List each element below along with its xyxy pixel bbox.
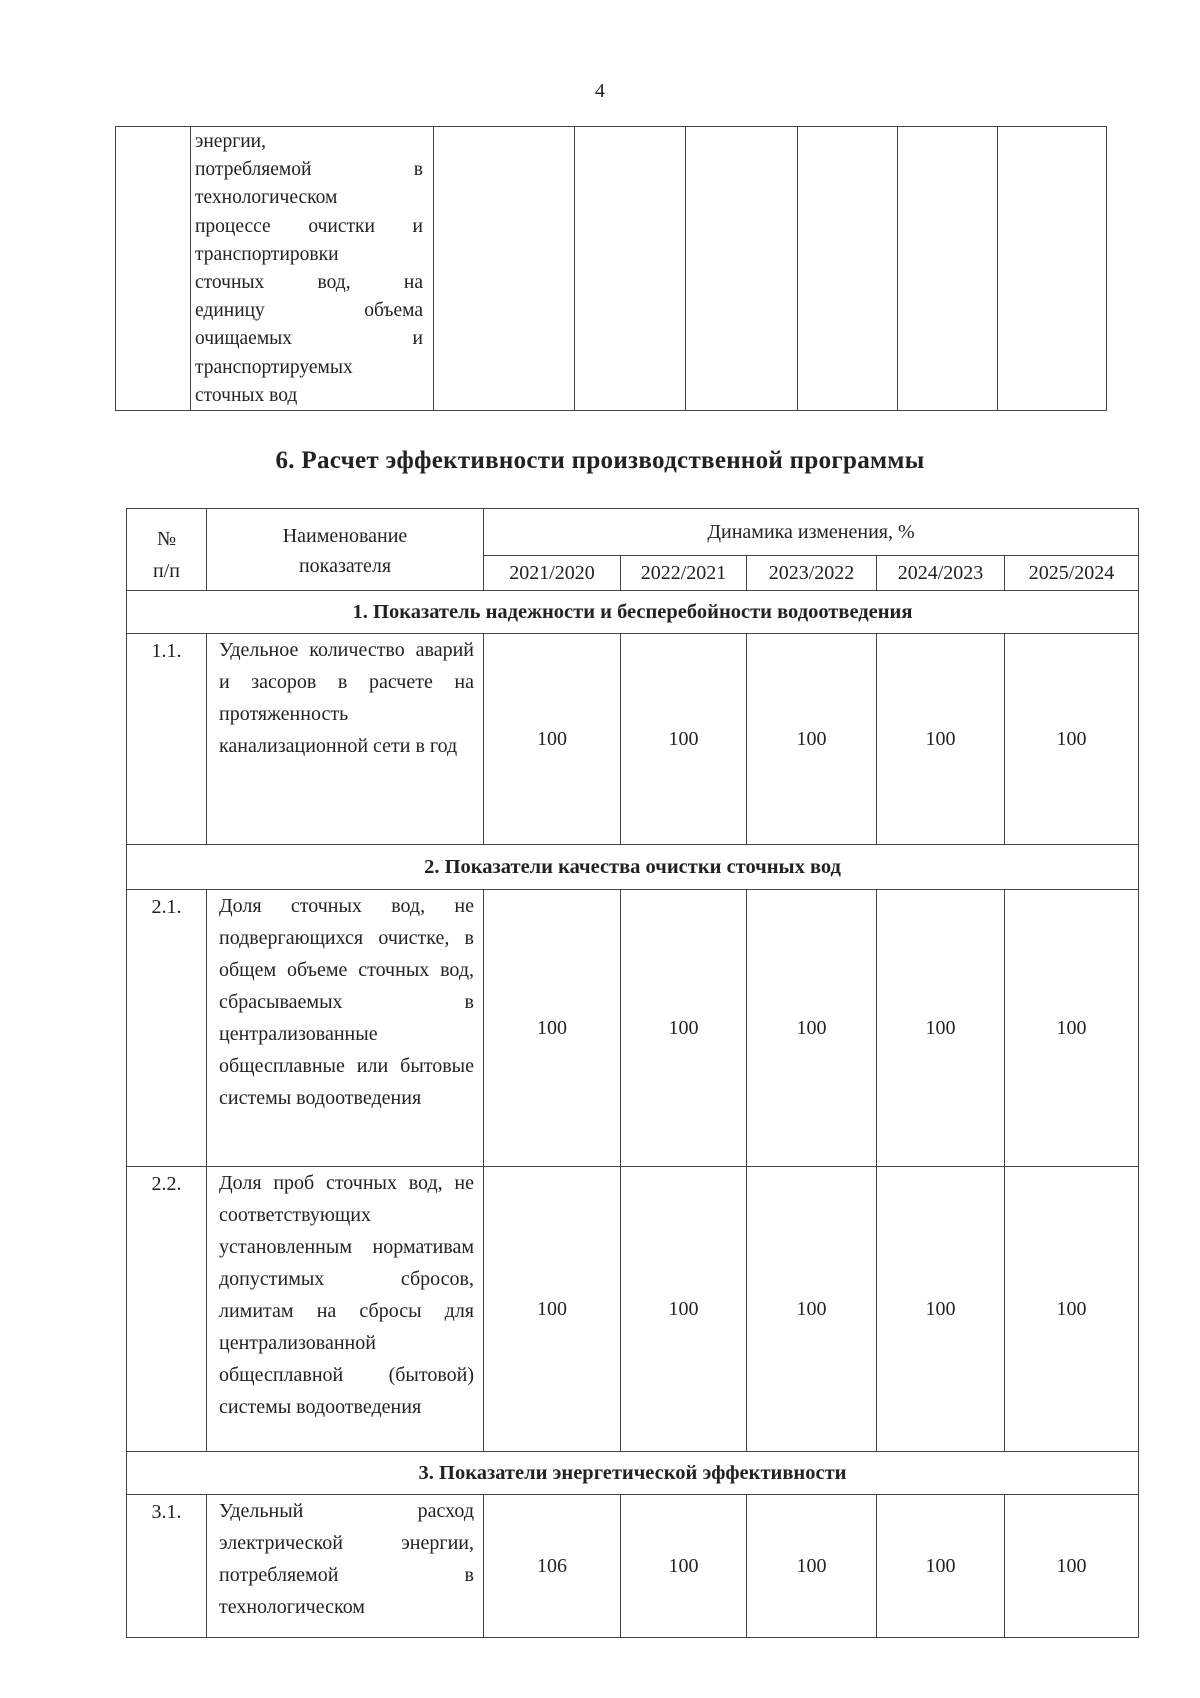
value-cell: 100 — [877, 1167, 1005, 1452]
row-number: 3.1. — [127, 1495, 207, 1638]
section-title: 6. Расчет эффективности производственной программы — [275, 447, 925, 474]
header-name-line: показателя — [298, 555, 392, 577]
efficiency-table — [126, 508, 1139, 1638]
header-name-line: Наименование — [282, 525, 408, 547]
header-number — [127, 509, 207, 591]
text-line: процессе очистки и — [195, 215, 423, 237]
value-cell: 106 — [484, 1495, 621, 1638]
table-cell — [686, 127, 798, 411]
table-cell — [898, 127, 998, 411]
text-line: сточных вод — [195, 384, 298, 406]
section-row — [127, 845, 1139, 890]
header-number-line: п/п — [153, 560, 180, 582]
table-row — [127, 1495, 1139, 1638]
table-row — [127, 634, 1139, 845]
section-row — [127, 591, 1139, 634]
value-cell: 100 — [1005, 890, 1139, 1167]
header-dynamics: Динамика изменения, % — [484, 509, 1139, 556]
table-row — [116, 127, 1107, 411]
row-number: 1.1. — [127, 634, 207, 845]
text-line: технологическом — [195, 187, 338, 209]
value-cell: 100 — [1005, 1167, 1139, 1452]
text-line: транспортируемых — [195, 356, 353, 378]
value-cell: 100 — [484, 1167, 621, 1452]
section-heading: 3. Показатели энергетической эффективности — [127, 1452, 1139, 1495]
text-line: сточных вод, на — [195, 272, 423, 294]
header-row — [127, 509, 1139, 556]
text-line: энергии, — [195, 131, 266, 152]
section-row — [127, 1452, 1139, 1495]
value-cell: 100 — [877, 634, 1005, 845]
header-year: 2023/2022 — [747, 556, 877, 591]
value-cell: 100 — [621, 634, 747, 845]
header-number-line: № — [156, 528, 177, 550]
header-year: 2022/2021 — [621, 556, 747, 591]
table-cell — [575, 127, 686, 411]
value-cell: 100 — [484, 890, 621, 1167]
text-line: единицу объема — [195, 300, 423, 322]
value-cell: 100 — [747, 634, 877, 845]
row-number: 2.1. — [127, 890, 207, 1167]
value-cell: 100 — [747, 1167, 877, 1452]
value-cell: 100 — [747, 1495, 877, 1638]
row-number: 2.2. — [127, 1167, 207, 1452]
header-year: 2024/2023 — [877, 556, 1005, 591]
value-cell: 100 — [747, 890, 877, 1167]
value-cell: 100 — [621, 1167, 747, 1452]
value-cell: 100 — [877, 890, 1005, 1167]
indicator-name: Доля сточных вод, не подвергающихся очистке, в общем объеме сточных вод, сбрасываемых в централизованные общесплавные или бытовые системы водоотведения — [207, 890, 484, 1167]
text-line: транспортировки — [195, 243, 339, 265]
value-cell: 100 — [1005, 634, 1139, 845]
text-line: потребляемой в — [195, 159, 423, 181]
table-cell — [798, 127, 898, 411]
indicator-name: Доля проб сточных вод, не соответствующих установленным нормативам допустимых сбросов, лимитам на сбросы для централизованной общесплавной (бытовой) системы водоотведения — [207, 1167, 484, 1452]
table-row — [127, 890, 1139, 1167]
page-number: 4 — [595, 80, 605, 102]
indicator-name-cell — [191, 127, 434, 411]
value-cell: 100 — [1005, 1495, 1139, 1638]
text-line: очищаемых и — [195, 328, 423, 350]
value-cell: 100 — [621, 1495, 747, 1638]
value-cell: 100 — [621, 890, 747, 1167]
indicator-name: Удельное количество аварий и засоров в расчете на протяженность канализационной сети в год — [207, 634, 484, 845]
header-indicator-name — [207, 509, 484, 591]
table-cell — [434, 127, 575, 411]
indicator-name: Удельный расход электрической энергии, потребляемой в технологическом — [207, 1495, 484, 1638]
value-cell: 100 — [484, 634, 621, 845]
value-cell: 100 — [877, 1495, 1005, 1638]
header-year: 2021/2020 — [484, 556, 621, 591]
header-year: 2025/2024 — [1005, 556, 1139, 591]
continued-table — [115, 126, 1107, 411]
section-heading: 2. Показатели качества очистки сточных вод — [127, 845, 1139, 890]
section-heading: 1. Показатель надежности и бесперебойности водоотведения — [127, 591, 1139, 634]
table-row — [127, 1167, 1139, 1452]
table-cell — [116, 127, 191, 411]
table-cell — [998, 127, 1107, 411]
